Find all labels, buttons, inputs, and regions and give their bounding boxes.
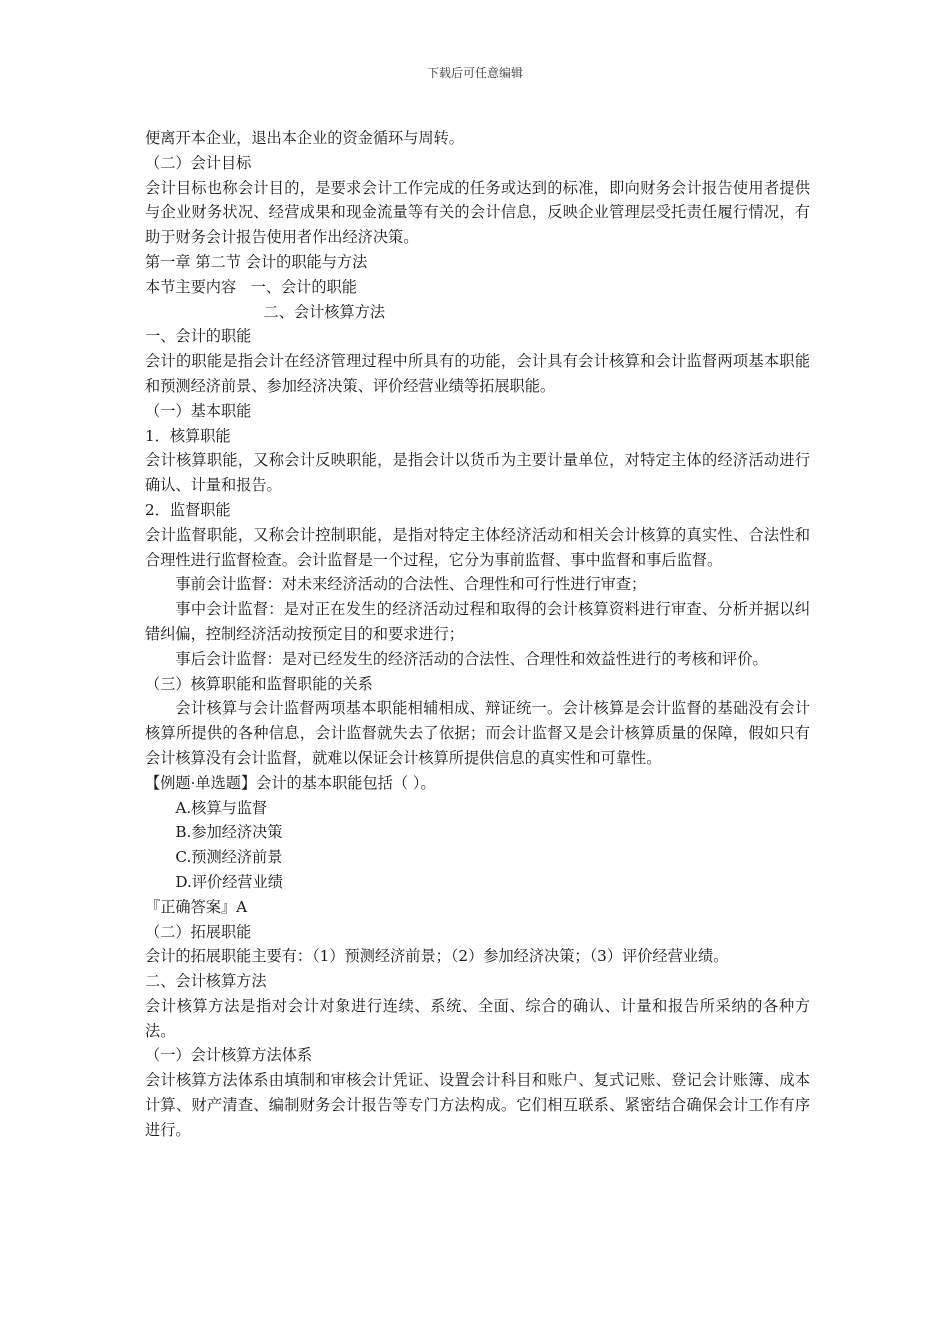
paragraph: 事前会计监督：对未来经济活动的合法性、合理性和可行性进行审查；: [175, 575, 647, 594]
section-heading: （二）会计目标: [145, 153, 252, 172]
answer-option-b: B.参加经济决策: [175, 823, 283, 842]
section-contents-label: 本节主要内容: [145, 277, 251, 296]
answer-option-a: A.核算与监督: [175, 798, 268, 817]
chapter-title: 第一章 第二节 会计的职能与方法: [145, 252, 368, 271]
page-header-watermark: 下载后可任意编辑: [426, 66, 523, 80]
paragraph: 会计的拓展职能主要有：（1）预测经济前景；（2）参加经济决策；（3）评价经营业绩。: [145, 947, 729, 966]
section-contents-item: 一、会计的职能: [250, 277, 357, 296]
subsection-heading: （二）拓展职能: [145, 922, 252, 941]
paragraph: 会计核算职能，又称会计反映职能，是指会计以货币为主要计量单位，对特定主体的经济活动进行确认、计量和报告。: [145, 451, 810, 495]
document-body: [145, 126, 810, 1143]
subsection-heading: （一）基本职能: [145, 401, 252, 420]
paragraph: 便离开本企业，退出本企业的资金循环与周转。: [145, 129, 464, 147]
example-question: 【例题·单选题】会计的基本职能包括（ ）。: [145, 773, 436, 792]
paragraph: 会计监督职能，又称会计控制职能，是指对特定主体经济活动和相关会计核算的真实性、合法性和合理性进行监督检查。会计监督是一个过程，它分为事前监督、事中监督和事后监督。: [145, 525, 810, 569]
section-heading: 二、会计核算方法: [145, 972, 267, 991]
paragraph: 会计核算与会计监督两项基本职能相辅相成、辩证统一。会计核算是会计监督的基础没有会计核算所提供的各种信息，会计监督就失去了依据；而会计监督又是会计核算质量的保障，假如只有会计核算没有会计监督，就难以保证会计核算所提供信息的真实性和可靠性。: [145, 699, 810, 767]
answer-option-d: D.评价经营业绩: [175, 872, 283, 891]
paragraph: 会计目标也称会计目的，是要求会计工作完成的任务或达到的标准，即向财务会计报告使用者提供与企业财务状况、经营成果和现金流量等有关的会计信息，反映企业管理层受托责任履行情况，有助于财务会计报告使用者作出经济决策。: [145, 178, 810, 247]
correct-answer: 『正确答案』A: [145, 897, 248, 916]
subsection-heading: （一）会计核算方法体系: [145, 1046, 313, 1065]
paragraph: 会计核算方法是指对会计对象进行连续、系统、全面、综合的确认、计量和报告所采纳的各种方法。: [145, 996, 810, 1040]
item-heading: 1．核算职能: [145, 426, 231, 445]
paragraph: 会计核算方法体系由填制和审核会计凭证、设置会计科目和账户、复式记账、登记会计账簿、成本计算、财产清查、编制财务会计报告等专门方法构成。它们相互联系、紧密结合确保会计工作有序进行。: [145, 1071, 810, 1139]
section-contents-item: 二、会计核算方法: [263, 302, 386, 321]
item-heading: 2．监督职能: [145, 500, 231, 519]
subsection-heading: （三）核算职能和监督职能的关系: [145, 674, 373, 693]
paragraph: 事后会计监督：是对已经发生的经济活动的合法性、合理性和效益性进行的考核和评价。: [175, 649, 768, 668]
paragraph: 事中会计监督：是对正在发生的经济活动过程和取得的会计核算资料进行审查、分析并据以纠错纠偏，控制经济活动按预定目的和要求进行；: [145, 600, 810, 643]
section-contents: [145, 275, 810, 300]
answer-option-c: C.预测经济前景: [175, 848, 283, 867]
paragraph: 会计的职能是指会计在经济管理过程中所具有的功能，会计具有会计核算和会计监督两项基本职能和预测经济前景、参加经济决策、评价经营业绩等拓展职能。: [145, 352, 810, 395]
section-heading: 一、会计的职能: [145, 327, 252, 346]
